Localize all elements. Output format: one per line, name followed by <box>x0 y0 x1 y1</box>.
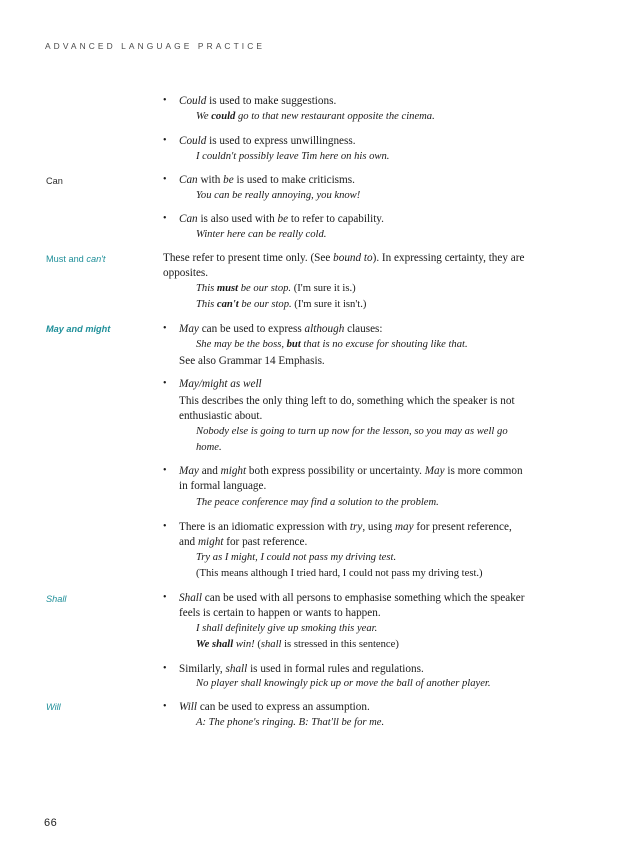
may-as-well-text-line2: enthusiastic about. <box>179 410 263 422</box>
example-may-possibility: The peace conference may find a solution to the problem. <box>196 497 439 508</box>
example-can-criticisms: You can be really annoying, you know! <box>196 190 361 201</box>
label-may-might <box>46 324 110 334</box>
bullet-marker: • <box>163 465 167 476</box>
bullet-marker: • <box>163 378 167 389</box>
bullet-marker: • <box>163 521 167 532</box>
example-could-unwillingness: I couldn't possibly leave Tim here on his own. <box>196 151 390 162</box>
label-shall: Shall <box>46 594 67 604</box>
label-may-and: May and <box>46 324 83 334</box>
subheading-may-might-as-well: May/might as well <box>179 378 262 390</box>
note-try-as-i-might: (This means although I tried hard, I could not pass my driving test.) <box>196 568 483 579</box>
example-could-suggestions: We could go to that new restaurant opposite the cinema. <box>196 111 435 122</box>
example-shall-formal: No player shall knowingly pick up or move the ball of another player. <box>196 678 491 689</box>
example-try-as-i-might: Try as I might, I could not pass my driving test. <box>196 552 397 563</box>
example-may-as-well-line1: Nobody else is going to turn up now for the lesson, so you may as well go <box>196 426 508 437</box>
rule-could-suggestions: Could is used to make suggestions. <box>179 95 337 107</box>
label-must-and: Must and <box>46 254 84 264</box>
label-cant: can't <box>86 254 106 264</box>
example-must: This must be our stop. (I'm sure it is.) <box>196 283 356 294</box>
bullet-marker: • <box>163 95 167 106</box>
bullet-marker: • <box>163 135 167 146</box>
rule-can-criticisms: Can with be is used to make criticisms. <box>179 174 355 186</box>
bullet-marker: • <box>163 592 167 603</box>
bullet-marker: • <box>163 323 167 334</box>
rule-will-assumption: Will can be used to express an assumption. <box>179 701 370 713</box>
must-cant-text-line2: opposites. <box>163 267 209 279</box>
label-must-cant <box>46 254 105 264</box>
label-can: Can <box>46 176 63 186</box>
rule-shall-formal: Similarly, shall is used in formal rules and regulations. <box>179 663 424 675</box>
rule-may-although: May can be used to express although clauses: <box>179 323 383 335</box>
rule-can-capability: Can is also used with be to refer to capability. <box>179 213 384 225</box>
bullet-marker: • <box>163 663 167 674</box>
bullet-marker: • <box>163 701 167 712</box>
label-might: might <box>85 324 111 334</box>
rule-could-unwillingness: Could is used to express unwillingness. <box>179 135 356 147</box>
rule-try-idiom: There is an idiomatic expression with try, using may for present reference, <box>179 521 512 533</box>
page-number: 66 <box>44 817 58 829</box>
label-will: Will <box>46 702 61 712</box>
example-shall-give-up: I shall definitely give up smoking this year. <box>196 623 378 634</box>
may-as-well-text-line1: This describes the only thing left to do, something which the speaker is not <box>179 395 515 407</box>
example-may-although: She may be the boss, but that is no excuse for shouting like that. <box>196 339 468 350</box>
example-will-assumption: A: The phone's ringing. B: That'll be for me. <box>196 717 385 728</box>
example-cant: This can't be our stop. (I'm sure it isn't.) <box>196 299 367 310</box>
rule-shall-emphasis-line2: feels is certain to happen or wants to happen. <box>179 607 381 619</box>
running-header: ADVANCED LANGUAGE PRACTICE <box>45 41 266 51</box>
example-can-capability: Winter here can be really cold. <box>196 229 327 240</box>
rule-shall-emphasis: Shall can be used with all persons to emphasise something which the speaker <box>179 592 525 604</box>
rule-may-might-possibility: May and might both express possibility or uncertainty. May is more common <box>179 465 523 477</box>
example-shall-win: We shall win! (shall is stressed in this sentence) <box>196 639 399 650</box>
rule-may-might-possibility-line2: in formal language. <box>179 480 267 492</box>
example-may-as-well-line2: home. <box>196 442 222 453</box>
must-cant-text-line1: These refer to present time only. (See bound to). In expressing certainty, they are <box>163 252 525 264</box>
see-also-reference: See also Grammar 14 Emphasis. <box>179 355 325 367</box>
rule-try-idiom-line2: and might for past reference. <box>179 536 308 548</box>
bullet-marker: • <box>163 174 167 185</box>
bullet-marker: • <box>163 213 167 224</box>
